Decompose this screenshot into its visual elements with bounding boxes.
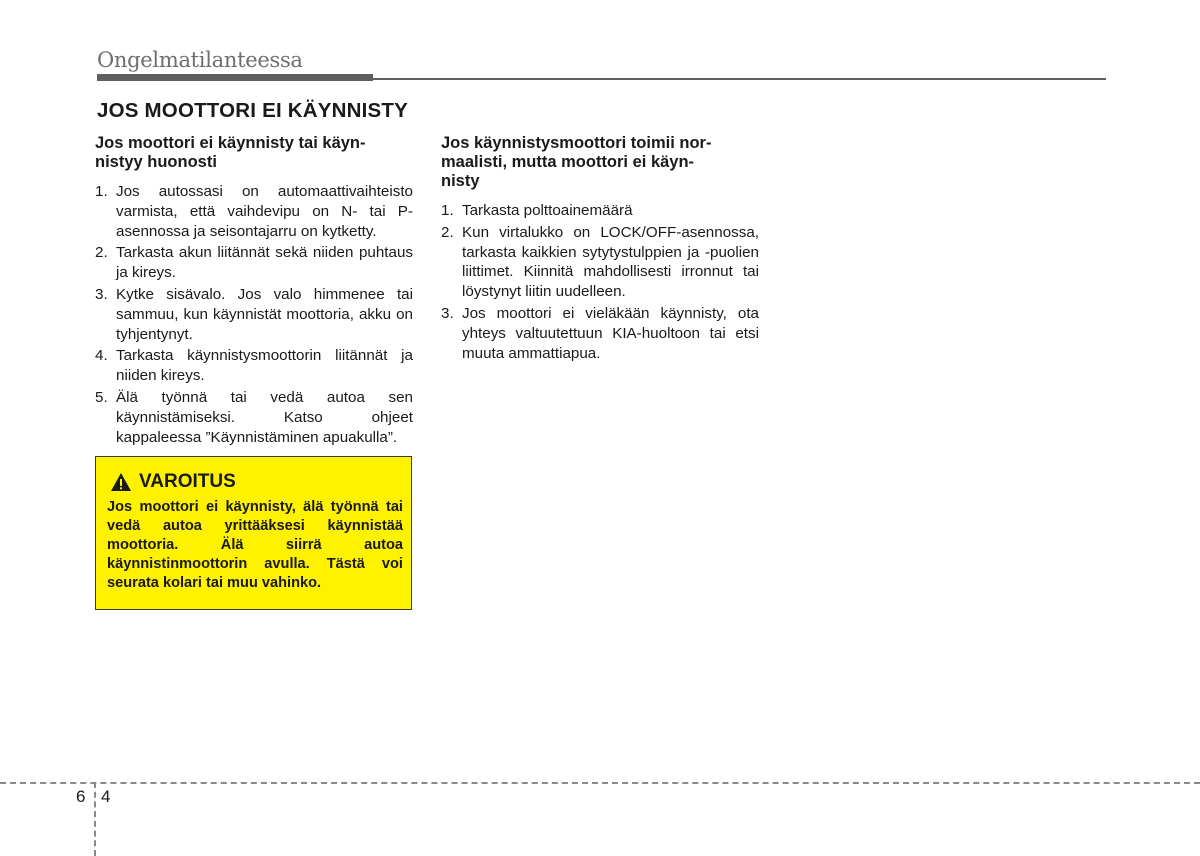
page-number: 4	[101, 787, 111, 806]
step-number: 2.	[95, 244, 108, 262]
warning-triangle-icon	[110, 472, 132, 492]
chapter-title: Ongelmatilanteessa	[97, 48, 303, 72]
step-number: 3.	[95, 285, 108, 303]
list-item	[441, 223, 759, 302]
left-column-heading	[95, 134, 413, 172]
list-item	[441, 304, 759, 363]
right-steps-list	[441, 201, 759, 363]
step-text: Tarkasta käynnistysmoottorin liitännät ja niiden kireys.	[116, 347, 413, 385]
warning-heading	[110, 471, 236, 493]
footer-dashed-rule	[0, 782, 1200, 784]
left-column	[95, 134, 413, 449]
header-rule-thin	[373, 78, 1106, 80]
step-text: Jos moottori ei vieläkään käynnisty, ota yhteys valtuutettuun KIA-huoltoon tai etsi muuta ammattiapua.	[462, 304, 759, 362]
header-rule-thick	[97, 74, 373, 81]
step-text: Jos autossasi on automaattivaihteisto varmista, että vaihdevipu on N- tai P-asennossa ja seisontajarru on kytketty.	[116, 183, 413, 240]
right-column-heading	[441, 134, 759, 191]
right-heading-line: maalisti, mutta moottori ei käyn-	[441, 153, 695, 171]
step-text: Tarkasta polttoainemäärä	[462, 202, 633, 219]
list-item	[441, 201, 759, 221]
warning-box	[95, 456, 412, 610]
right-column	[441, 134, 759, 365]
chapter-number: 6	[76, 787, 86, 806]
step-number: 3.	[441, 304, 454, 322]
step-text: Älä työnnä tai vedä autoa sen käynnistämiseksi. Katso ohjeet kappaleessa ”Käynnistäminen apuakulla”.	[116, 388, 413, 446]
left-heading-line: Jos moottori ei käynnisty tai käyn-	[95, 134, 366, 152]
step-text: Kytke sisävalo. Jos valo himmenee tai sammuu, kun käynnistät moottoria, akku on tyhjentynyt.	[116, 285, 413, 343]
footer-dashed-divider	[94, 782, 96, 856]
list-item	[95, 346, 413, 386]
step-number: 1.	[441, 202, 454, 219]
step-number: 4.	[95, 347, 108, 365]
list-item	[95, 182, 413, 241]
step-text: Kun virtalukko on LOCK/OFF-asennossa, tarkasta kaikkien sytytystulppien ja -puolien liittimet. Kiinnitä mahdollisesti irronnut tai löystynyt liitin uudelleen.	[462, 223, 759, 301]
left-steps-list	[95, 182, 413, 447]
step-number: 2.	[441, 223, 454, 241]
list-item	[95, 243, 413, 283]
warning-text: Jos moottori ei käynnisty, älä työnnä tai vedä autoa yrittääksesi käynnistää moottoria. Älä siirrä autoa käynnistinmoottorin avulla. Tästä voi seurata kolari tai muu vahinko.	[107, 499, 403, 591]
step-text: Tarkasta akun liitännät sekä niiden puhtaus ja kireys.	[116, 244, 413, 282]
list-item	[95, 285, 413, 344]
left-heading-line: nistyy huonosti	[95, 153, 217, 171]
step-number: 5.	[95, 388, 108, 406]
right-heading-line: nisty	[441, 172, 480, 190]
list-item	[95, 388, 413, 447]
section-title: JOS MOOTTORI EI KÄYNNISTY	[97, 99, 409, 122]
right-heading-line: Jos käynnistysmoottori toimii nor-	[441, 134, 712, 152]
warning-title: VAROITUS	[139, 471, 236, 492]
step-number: 1.	[95, 183, 108, 200]
